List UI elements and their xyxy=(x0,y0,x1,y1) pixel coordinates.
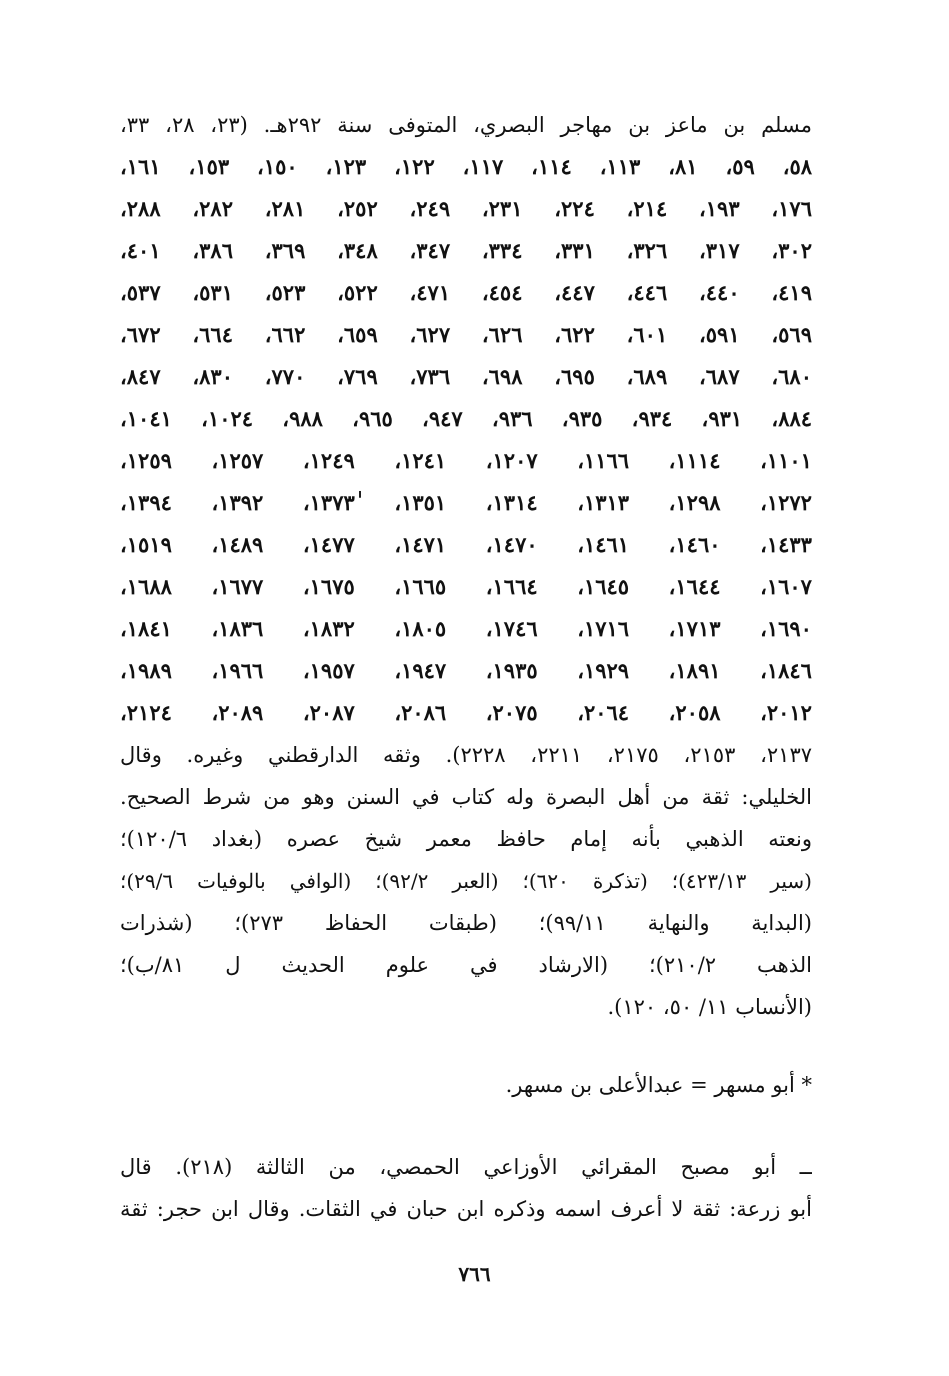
entry-line: ونعته الذهبي بأنه إمام حافظ معمر شيخ عصره (بغداد ١٢٠/٦)؛ xyxy=(120,827,812,851)
entry-line: الذهب ٢١٠/٢)؛ (الارشاد في علوم الحديث ل ٨١/ب)؛ xyxy=(120,953,812,977)
next-narrator-entry xyxy=(120,1146,812,1230)
entry-line: (سير ٤٢٣/١٣)؛ (تذكرة ٦٢٠)؛ (العبر ٩٢/٢)؛ (الوافي بالوفيات ٢٩/٦)؛ xyxy=(120,869,812,893)
entry-line: ١٤٣٣، ١٤٦٠، ١٤٦١، ١٤٧٠، ١٤٧١، ١٤٧٧، ١٤٨٩، ١٥١٩، xyxy=(120,532,812,557)
entry-line: (البداية والنهاية ٩٩/١١)؛ (طبقات الحفاظ ٢٧٣)؛ (شذرات xyxy=(120,911,812,935)
entry-line: ١٦٩٠، ١٧١٣، ١٧١٦، ١٧٤٦، ١٨٠٥، ١٨٣٢، ١٨٣٦، ١٨٤١، xyxy=(120,616,812,641)
entry-line: ٤١٩، ٤٤٠، ٤٤٦، ٤٤٧، ٤٥٤، ٤٧١، ٥٢٢، ٥٢٣، ٥٣١، ٥٣٧، xyxy=(120,280,812,305)
page-number: ٧٦٦ xyxy=(458,1262,491,1286)
entry-line: ١٦٠٧، ١٦٤٤، ١٦٤٥، ١٦٦٤، ١٦٦٥، ١٦٧٥، ١٦٧٧، ١٦٨٨، xyxy=(120,574,812,599)
entry-line: أبو زرعة: ثقة لا أعرف اسمه وذكره ابن حبان في الثقات. وقال ابن حجر: ثقة xyxy=(120,1197,812,1221)
entry-line: ١٢٧٢، ١٢٩٨، ١٣١٣، ١٣١٤، ١٣٥١، ١٣٧٣ٰ، ١٣٩٢، ١٣٩٤، xyxy=(120,490,812,515)
entry-line: (الأنساب ١١/ ٥٠، ١٢٠). xyxy=(607,995,812,1019)
entry-line: ٣٠٢، ٣١٧، ٣٢٦، ٣٣١، ٣٣٤، ٣٤٧، ٣٤٨، ٣٦٩، ٣٨٦، ٤٠١، xyxy=(120,238,812,263)
entry-line: ٢٠١٢، ٢٠٥٨، ٢٠٦٤، ٢٠٧٥، ٢٠٨٦، ٢٠٨٧، ٢٠٨٩، ٢١٢٤، xyxy=(120,700,812,725)
entry-line: مسلم بن ماعز بن مهاجر البصري، المتوفى سنة ٢٩٢هـ. (٢٣، ٢٨، ٣٣، xyxy=(120,113,812,137)
entry-line: ٨٨٤، ٩٣١، ٩٣٤، ٩٣٥، ٩٣٦، ٩٤٧، ٩٦٥، ٩٨٨، ١٠٢٤، ١٠٤١، xyxy=(120,406,812,431)
narrator-entry xyxy=(120,104,812,1028)
entry-line: ٦٨٠، ٦٨٧، ٦٨٩، ٦٩٥، ٦٩٨، ٧٣٦، ٧٦٩، ٧٧٠، ٨٣٠، ٨٤٧، xyxy=(120,364,812,389)
entry-line: ١٨٤٦، ١٨٩١، ١٩٢٩، ١٩٣٥، ١٩٤٧، ١٩٥٧، ١٩٦٦، ١٩٨٩، xyxy=(120,658,812,683)
entry-line: ٢١٣٧، ٢١٥٣، ٢١٧٥، ٢٢١١، ٢٢٢٨). وثقه الدارقطني وغيره. وقال xyxy=(120,743,812,767)
entry-line: ١١٠١، ١١١٤، ١١٦٦، ١٢٠٧، ١٢٤١، ١٢٤٩، ١٢٥٧، ١٢٥٩، xyxy=(120,448,812,473)
entry-line: ــ أبو مصبح المقرائي الأوزاعي الحمصي، من الثالثة (٢١٨). قال xyxy=(120,1155,812,1179)
cross-reference: * أبو مسهر = عبدالأعلى بن مسهر. xyxy=(505,1073,812,1097)
entry-line: ١٧٦، ١٩٣، ٢١٤، ٢٢٤، ٢٣١، ٢٤٩، ٢٥٢، ٢٨١، ٢٨٢، ٢٨٨، xyxy=(120,196,812,221)
entry-line: الخليلي: ثقة من أهل البصرة وله كتاب في السنن وهو من شرط الصحيح. xyxy=(120,785,812,809)
entry-line: ٥٦٩، ٥٩١، ٦٠١، ٦٢٢، ٦٢٦، ٦٢٧، ٦٥٩، ٦٦٢، ٦٦٤، ٦٧٢، xyxy=(120,322,812,347)
entry-line: ٥٨، ٥٩، ٨١، ١١٣، ١١٤، ١١٧، ١٢٢، ١٢٣، ١٥٠، ١٥٣، ١٦١، xyxy=(120,154,812,179)
